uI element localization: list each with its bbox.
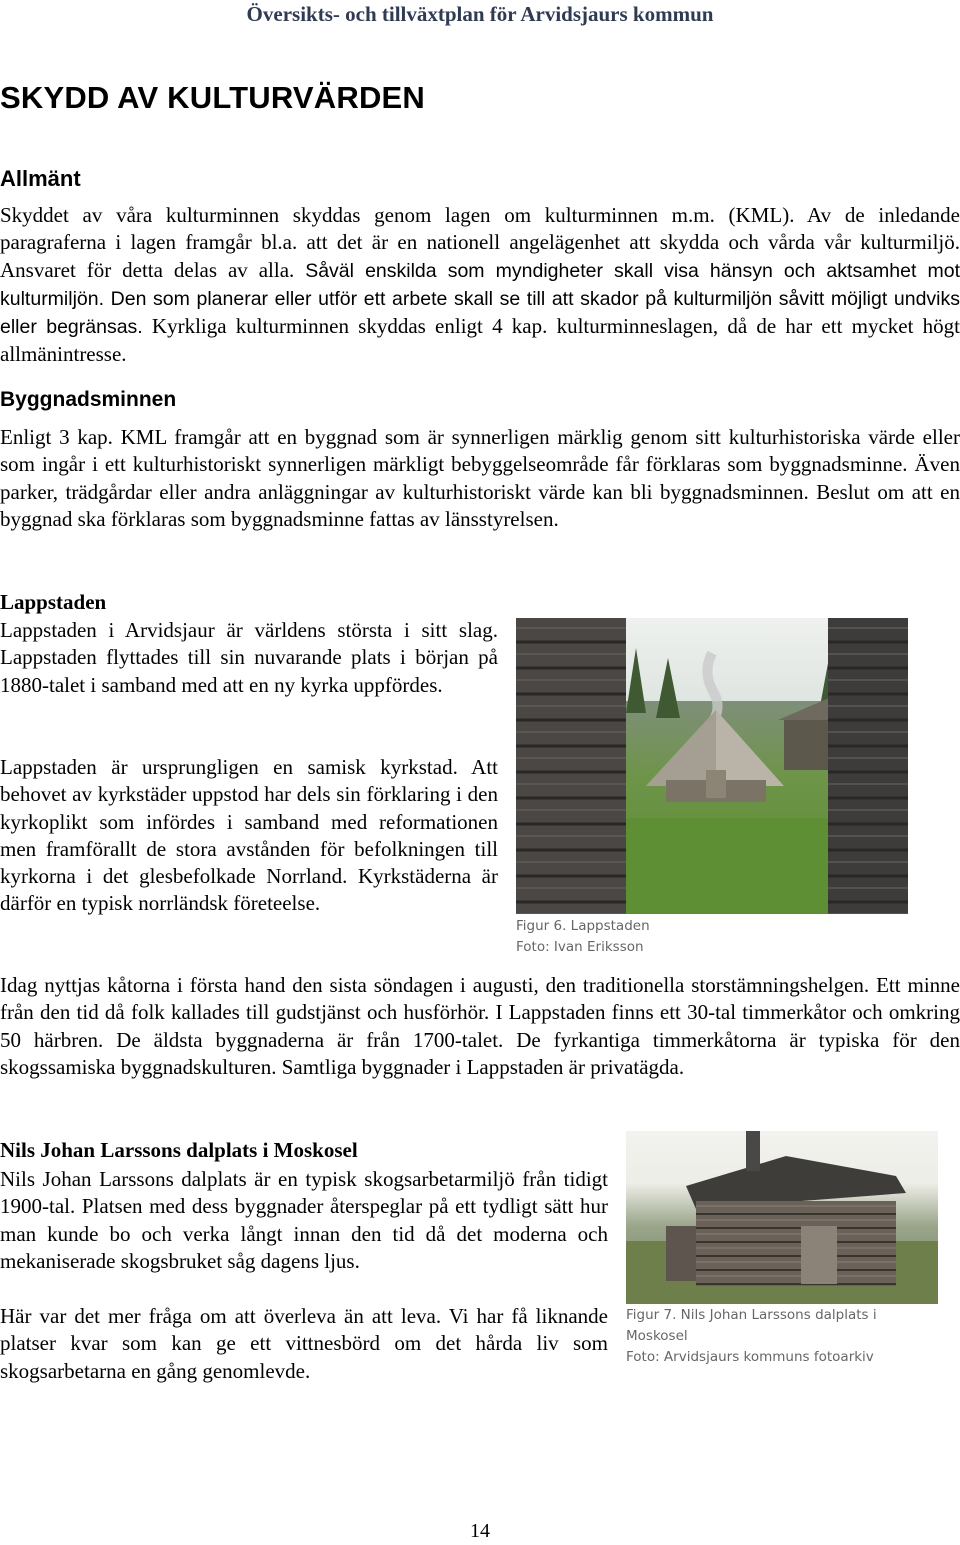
document-header: Översikts- och tillväxtplan för Arvidsjaurs kommun (246, 2, 714, 26)
figure-7-caption-title-1: Figur 7. Nils Johan Larssons dalplats i (626, 1307, 877, 1323)
figure-7-caption-title-2: Moskosel (626, 1328, 688, 1344)
section-heading-nils: Nils Johan Larssons dalplats i Moskosel (0, 1138, 358, 1162)
section-heading-byggnadsminnen: Byggnadsminnen (0, 388, 177, 411)
page-number: 14 (470, 1520, 490, 1542)
section-heading-lappstaden: Lappstaden (0, 590, 107, 614)
allmant-text-3: Kyrkliga kulturminnen skyddas enligt 4 kap. kulturminneslagen, då de har ett mycket högt allmänintresse. (0, 314, 960, 367)
lappstaden-paragraph-3: Idag nyttjas kåtorna i första hand den sista söndagen i augusti, den traditionella storstämningshelgen. Ett minne från den tid då folk kallades till gudstjänst och husförhör. I Lappstaden finns ett 30-tal timmerkåtor och omkring 50 härbren. De äldsta byggnaderna är från 1700-talet. De fyrkantiga timmerkåtorna är typiska för den skogssamiska byggnadskulturen. Samtliga byggnader i Lappstaden är privatägda. (0, 973, 960, 1079)
byggnadsminnen-paragraph: Enligt 3 kap. KML framgår att en byggnad som är synnerligen märklig genom sitt kulturhistoriska värde eller som ingår i ett kulturhistoriskt synnerligen märkligt bebyggelseområde får förklaras som byggnadsminne. Även parker, trädgårdar eller andra anläggningar av kulturhistoriskt värde kan bli byggnadsminnen. Beslut om att en byggnad ska förklaras som byggnadsminne fattas av länsstyrelsen. (0, 425, 960, 531)
figure-7-caption (626, 1305, 877, 1368)
lappstaden-photo-drawing (516, 618, 908, 914)
moskosel-photo-drawing (626, 1131, 938, 1304)
lappstaden-paragraph-2: Lappstaden är ursprungligen en samisk kyrkstad. Att behovet av kyrkstäder uppstod har dels sin förklaring i den kyrkoplikt som infördes i samband med reformationen men framförallt de stora avstånden för befolkningen till kyrkorna i det glesbefolkade Norrland. Kyrkstäderna är därför en typisk norrländsk företeelse. (0, 755, 498, 916)
nils-paragraph-2: Här var det mer fråga om att överleva än att leva. Vi har få liknande platser kvar som kan ge ett vittnesbörd om det hårda liv som skogsarbetarna en gång genomlevde. (0, 1304, 608, 1383)
figure-6-caption-credit: Foto: Ivan Eriksson (516, 939, 644, 955)
allmant-text-1: Skyddet av våra kulturminnen skyddas genom lagen om kulturminnen m.m. (KML). Av de inledande paragraferna i lagen framgår bl.a. att det är en nationell angelägenhet att skydda och vårda vår kulturmiljö. Ansvaret för detta delas av alla. (0, 203, 960, 282)
lappstaden-paragraph-1: Lappstaden i Arvidsjaur är världens största i sitt slag. Lappstaden flyttades till sin nuvarande plats i början på 1880-talet i samband med att en ny kyrka uppfördes. (0, 618, 498, 697)
figure-6-caption (516, 916, 650, 958)
page-title: SKYDD AV KULTURVÄRDEN (0, 80, 426, 115)
figure-6-caption-title: Figur 6. Lappstaden (516, 918, 650, 934)
nils-paragraph-1: Nils Johan Larssons dalplats är en typisk skogsarbetarmiljö från tidigt 1900-tal. Platsen med dess byggnader återspeglar på ett tydligt sätt hur man kunde bo och verka långt innan den tid då det moderna och mekaniserade skogsbruket såg dagens ljus. (0, 1167, 608, 1273)
allmant-paragraph (0, 202, 960, 369)
section-heading-allmant: Allmänt (0, 166, 81, 191)
figure-7-caption-credit: Foto: Arvidsjaurs kommuns fotoarkiv (626, 1349, 874, 1365)
lappstaden-photo (516, 618, 908, 914)
allmant-text-2: Såväl enskilda som myndigheter skall visa hänsyn och aktsamhet mot kulturmiljön. Den som planerar eller utför ett arbete skall se till att skador på kulturmiljön såvitt möjligt undviks eller begränsas. (0, 259, 960, 339)
moskosel-photo (626, 1131, 938, 1304)
